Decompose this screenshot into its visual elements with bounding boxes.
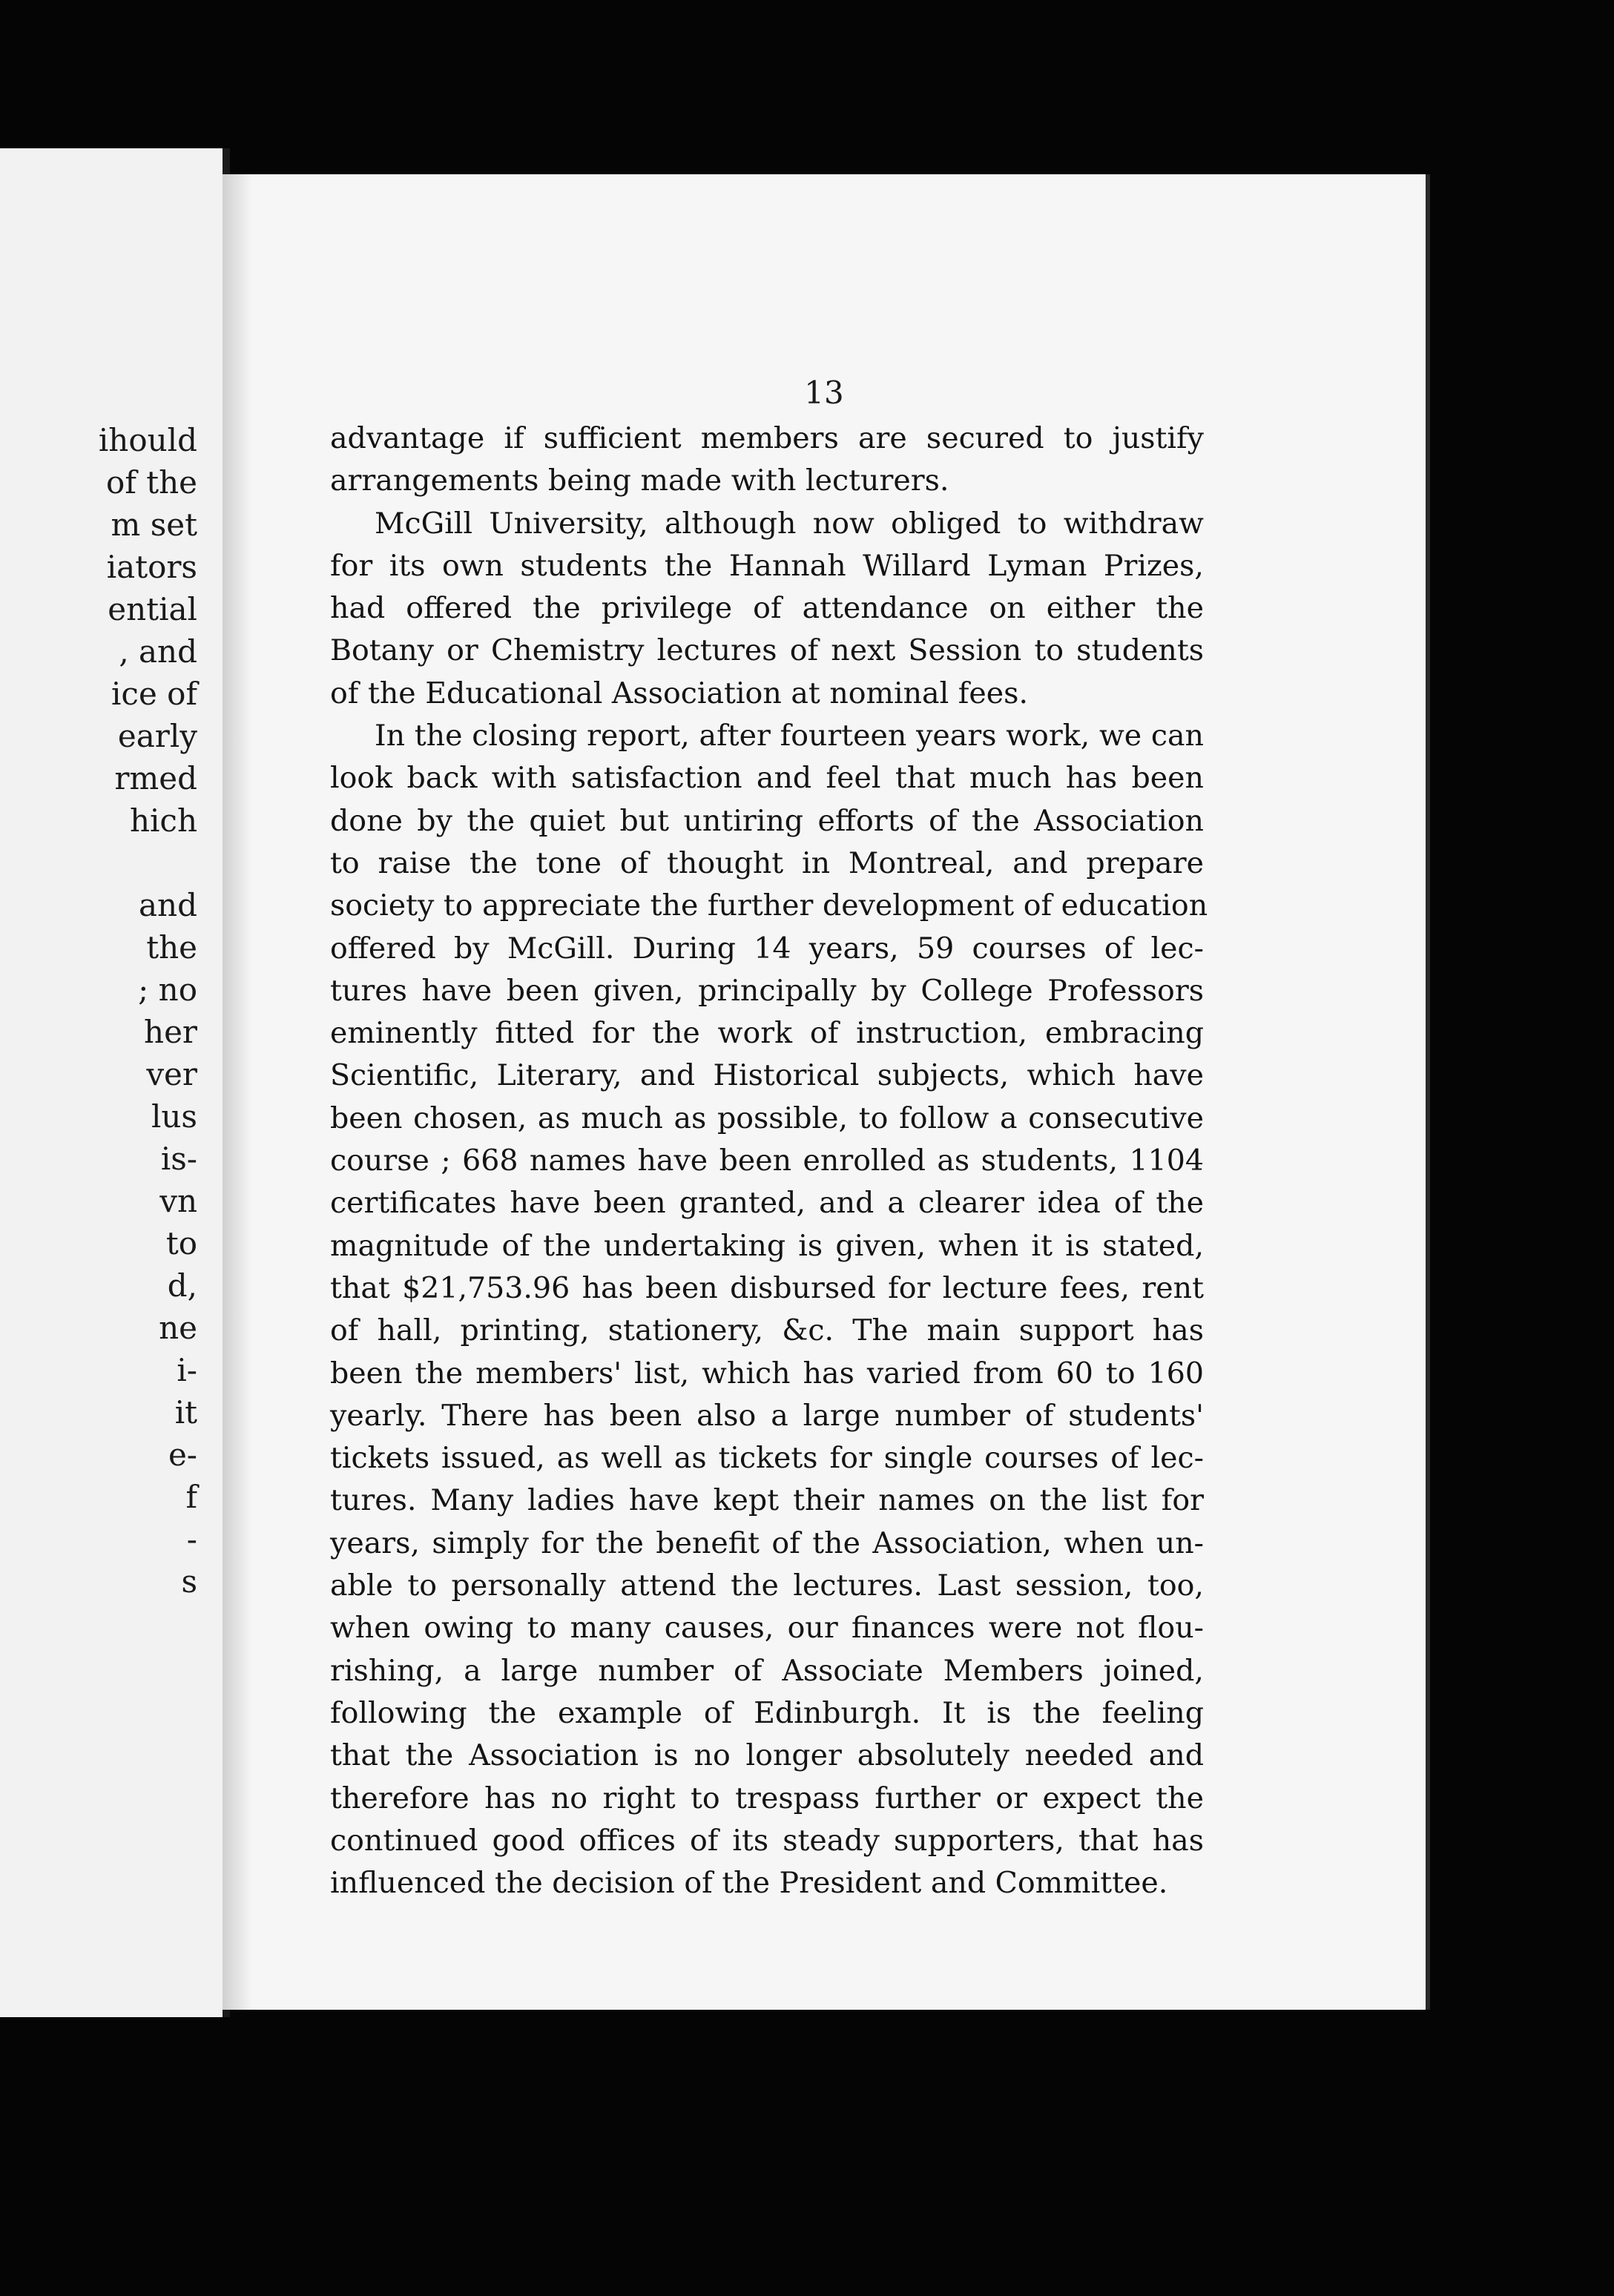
previous-page-fragment: is- (160, 1141, 197, 1177)
previous-page-fragment: m set (111, 507, 197, 543)
text-line: following the example of Edinburgh. It is the feeling (330, 1695, 1204, 1730)
previous-page-fragment: d, (167, 1267, 197, 1304)
previous-page (0, 148, 230, 2017)
previous-page-fragment: the (146, 929, 197, 966)
previous-page-fragment: of the (106, 464, 197, 501)
text-line: been the members' list, which has varied from 60 to 160 (330, 1356, 1204, 1391)
previous-page-fragment: f (185, 1479, 197, 1515)
previous-page-fragment: hich (129, 802, 197, 839)
previous-page-fragment: ne (159, 1310, 197, 1346)
text-line: McGill University, although now obliged to withdraw (375, 506, 1204, 541)
page-number: 13 (804, 375, 844, 411)
previous-page-fragment: ver (146, 1056, 197, 1092)
text-line: society to appreciate the further development of education (330, 888, 1208, 923)
text-line: to raise the tone of thought in Montreal, and prepare (330, 845, 1204, 880)
previous-page-fragment: ihould (98, 422, 197, 458)
text-line: able to personally attend the lectures. Last session, too, (330, 1568, 1204, 1603)
text-line: when owing to many causes, our finances were not flou- (330, 1611, 1204, 1646)
text-line: eminently fitted for the work of instruction, embracing (330, 1016, 1204, 1051)
previous-page-fragment: - (186, 1521, 197, 1557)
previous-page-fragment: lus (151, 1098, 197, 1135)
body-text (330, 418, 1208, 1904)
text-line: for its own students the Hannah Willard Lyman Prizes, (330, 548, 1204, 583)
previous-page-fragment: ice of (111, 676, 197, 712)
previous-page-fragment: her (144, 1014, 197, 1050)
previous-page-fragment: it (174, 1394, 197, 1431)
text-line: been chosen, as much as possible, to follow a consecutive (330, 1101, 1204, 1135)
previous-page-fragment: ential (108, 591, 197, 627)
previous-page-fragment: rmed (114, 760, 197, 796)
text-line: magnitude of the undertaking is given, when it is stated, (330, 1228, 1204, 1263)
text-line: that $21,753.96 has been disbursed for lecture fees, rent (330, 1270, 1204, 1305)
text-line: tures have been given, principally by College Professors (330, 973, 1204, 1008)
text-line: continued good offices of its steady supporters, that has (330, 1823, 1204, 1858)
previous-page-fragment: to (165, 1225, 197, 1261)
previous-page-fragment: i- (177, 1352, 197, 1388)
previous-page-fragment: , and (119, 633, 197, 670)
previous-page-text (0, 419, 223, 1603)
previous-page-fragment: and (139, 887, 197, 923)
text-line: rishing, a large number of Associate Members joined, (330, 1653, 1204, 1688)
current-page (223, 174, 1426, 2010)
text-line: influenced the decision of the President and Committee. (330, 1866, 1168, 1901)
text-line: certificates have been granted, and a clearer idea of the (330, 1186, 1204, 1221)
text-line: look back with satisfaction and feel that much has been (330, 761, 1204, 796)
gutter-shadow (223, 174, 252, 2010)
text-line: advantage if sufficient members are secured to justify (330, 421, 1204, 455)
text-line: therefore has no right to trespass further or expect the (330, 1781, 1204, 1815)
text-line: Scientific, Literary, and Historical subjects, which have (330, 1058, 1204, 1093)
text-line: yearly. There has been also a large number of students' (330, 1398, 1204, 1433)
text-line: course ; 668 names have been enrolled as students, 1104 (330, 1144, 1204, 1178)
previous-page-fragment: ; no (138, 971, 197, 1008)
text-line: years, simply for the benefit of the Association, when un- (330, 1525, 1204, 1560)
text-line: that the Association is no longer absolutely needed and (330, 1738, 1204, 1773)
text-line: arrangements being made with lecturers. (330, 464, 949, 498)
previous-page-fragment: early (117, 718, 197, 754)
text-line: done by the quiet but untiring efforts of the Association (330, 803, 1204, 838)
text-line: tures. Many ladies have kept their names on the list for (330, 1483, 1204, 1518)
text-line: tickets issued, as well as tickets for single courses of lec- (330, 1441, 1204, 1476)
text-line: In the closing report, after fourteen years work, we can (375, 719, 1204, 753)
previous-page-gap (0, 842, 223, 884)
previous-page-fragment: s (181, 1563, 197, 1600)
text-line: of the Educational Association at nominal fees. (330, 676, 1028, 710)
text-line: Botany or Chemistry lectures of next Session to students (330, 633, 1204, 668)
previous-page-fragment: e- (168, 1436, 197, 1473)
previous-page-fragment: iators (106, 549, 197, 585)
text-line: offered by McGill. During 14 years, 59 courses of lec- (330, 931, 1204, 966)
text-line: of hall, printing, stationery, &c. The main support has (330, 1313, 1204, 1348)
text-line: had offered the privilege of attendance on either the (330, 591, 1204, 626)
previous-page-fragment: vn (159, 1183, 197, 1219)
